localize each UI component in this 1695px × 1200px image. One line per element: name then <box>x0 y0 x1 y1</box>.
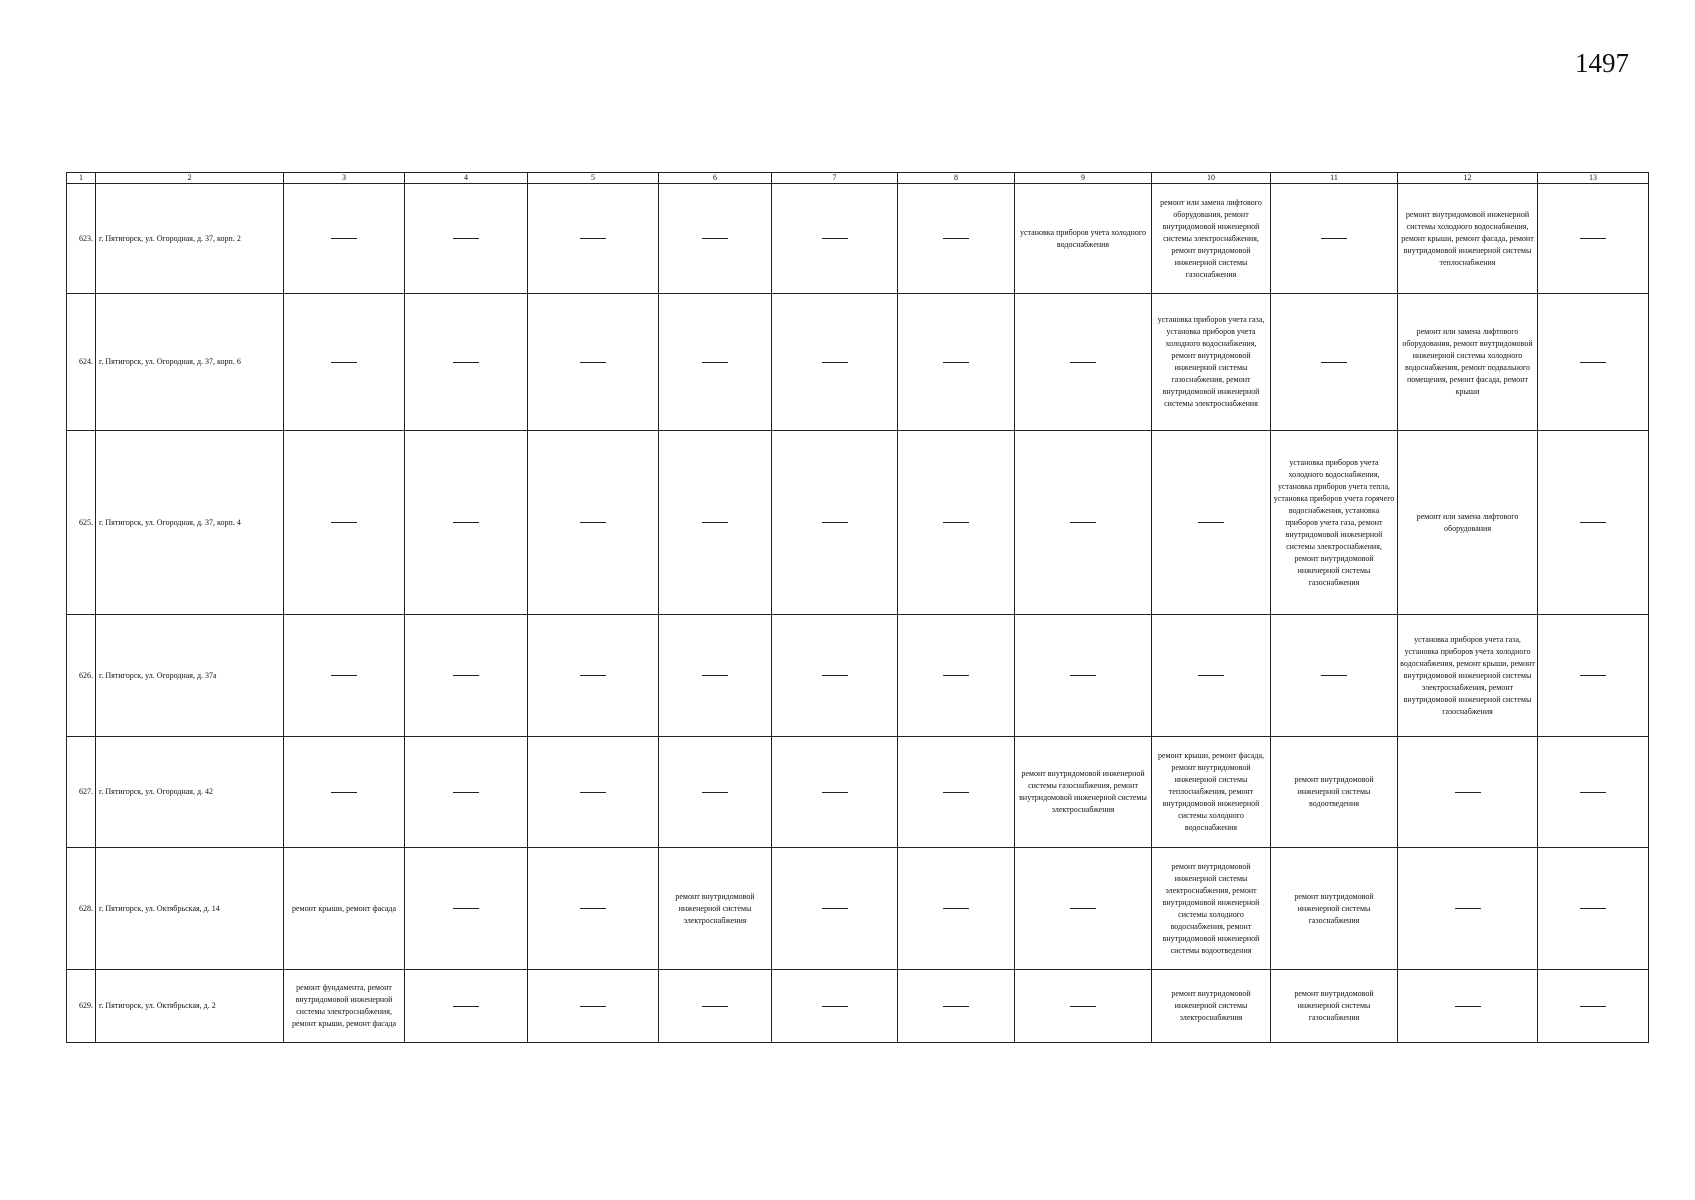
empty-cell <box>898 615 1015 737</box>
empty-cell <box>772 431 898 615</box>
row-number: 626. <box>67 615 96 737</box>
dash-mark <box>580 238 606 239</box>
empty-cell <box>405 848 528 970</box>
empty-cell <box>1538 737 1649 848</box>
empty-cell <box>284 294 405 431</box>
dash-mark <box>331 522 357 523</box>
dash-mark <box>943 1006 969 1007</box>
empty-cell <box>1015 970 1152 1043</box>
work-description-cell: установка приборов учета газа, установка приборов учета холодного водоснабжения, ремонт внутридомовой инженерной системы газоснабжения, ремонт внутридомовой инженерной системы электроснабжения <box>1152 294 1271 431</box>
table-row <box>67 737 1649 848</box>
dash-mark <box>580 1006 606 1007</box>
address-cell: г. Пятигорск, ул. Октябрьская, д. 2 <box>96 970 284 1043</box>
work-description-cell: ремонт внутридомовой инженерной системы электроснабжения <box>659 848 772 970</box>
column-number-12: 12 <box>1398 173 1538 184</box>
table-row <box>67 184 1649 294</box>
empty-cell <box>659 737 772 848</box>
empty-cell <box>284 615 405 737</box>
work-description-cell: ремонт внутридомовой инженерной системы электроснабжения, ремонт внутридомовой инженерной системы холодного водоснабжения, ремонт внутридомовой инженерной системы водоотведения <box>1152 848 1271 970</box>
dash-mark <box>453 908 479 909</box>
column-number-row <box>67 173 1649 184</box>
empty-cell <box>284 737 405 848</box>
empty-cell <box>898 970 1015 1043</box>
empty-cell <box>405 294 528 431</box>
dash-mark <box>702 675 728 676</box>
empty-cell <box>405 431 528 615</box>
work-description-cell: ремонт или замена лифтового оборудования <box>1398 431 1538 615</box>
dash-mark <box>1198 675 1224 676</box>
empty-cell <box>659 970 772 1043</box>
empty-cell <box>1538 970 1649 1043</box>
dash-mark <box>1580 238 1606 239</box>
column-number-10: 10 <box>1152 173 1271 184</box>
dash-mark <box>1321 238 1347 239</box>
column-number-8: 8 <box>898 173 1015 184</box>
dash-mark <box>453 1006 479 1007</box>
dash-mark <box>1070 1006 1096 1007</box>
empty-cell <box>528 970 659 1043</box>
empty-cell <box>528 184 659 294</box>
empty-cell <box>898 294 1015 431</box>
column-number-1: 1 <box>67 173 96 184</box>
empty-cell <box>1538 431 1649 615</box>
dash-mark <box>702 522 728 523</box>
dash-mark <box>822 908 848 909</box>
dash-mark <box>1455 908 1481 909</box>
empty-cell <box>898 184 1015 294</box>
empty-cell <box>284 431 405 615</box>
table-row <box>67 431 1649 615</box>
empty-cell <box>1538 615 1649 737</box>
dash-mark <box>453 362 479 363</box>
empty-cell <box>1271 184 1398 294</box>
address-cell: г. Пятигорск, ул. Октябрьская, д. 14 <box>96 848 284 970</box>
dash-mark <box>1580 792 1606 793</box>
work-description-cell: ремонт внутридомовой инженерной системы газоснабжения <box>1271 848 1398 970</box>
page-number: 1497 <box>1575 48 1629 78</box>
dash-mark <box>702 1006 728 1007</box>
empty-cell <box>1271 294 1398 431</box>
dash-mark <box>1455 1006 1481 1007</box>
empty-cell <box>1015 431 1152 615</box>
empty-cell <box>1015 294 1152 431</box>
dash-mark <box>331 238 357 239</box>
row-number: 629. <box>67 970 96 1043</box>
empty-cell <box>1398 848 1538 970</box>
dash-mark <box>702 792 728 793</box>
column-number-13: 13 <box>1538 173 1649 184</box>
address-cell: г. Пятигорск, ул. Огородная, д. 37, корп. 4 <box>96 431 284 615</box>
work-description-cell: ремонт или замена лифтового оборудования, ремонт внутридомовой инженерной системы холодного водоснабжения, ремонт подвального помещения, ремонт фасада, ремонт крыши <box>1398 294 1538 431</box>
empty-cell <box>1152 615 1271 737</box>
dash-mark <box>1580 522 1606 523</box>
empty-cell <box>659 431 772 615</box>
work-description-cell: ремонт внутридомовой инженерной системы электроснабжения <box>1152 970 1271 1043</box>
empty-cell <box>1398 970 1538 1043</box>
dash-mark <box>943 238 969 239</box>
empty-cell <box>1538 848 1649 970</box>
work-description-cell: установка приборов учета газа, установка приборов учета холодного водоснабжения, ремонт крыши, ремонт внутридомовой инженерной системы электроснабжения, ремонт внутридомовой инженерной системы газоснабжения <box>1398 615 1538 737</box>
dash-mark <box>1070 675 1096 676</box>
dash-mark <box>1070 908 1096 909</box>
empty-cell <box>772 737 898 848</box>
empty-cell <box>405 615 528 737</box>
dash-mark <box>580 362 606 363</box>
empty-cell <box>1271 615 1398 737</box>
work-description-cell: ремонт внутридомовой инженерной системы газоснабжения, ремонт внутридомовой инженерной системы электроснабжения <box>1015 737 1152 848</box>
dash-mark <box>453 238 479 239</box>
dash-mark <box>1198 522 1224 523</box>
address-cell: г. Пятигорск, ул. Огородная, д. 37а <box>96 615 284 737</box>
column-number-7: 7 <box>772 173 898 184</box>
work-description-cell: установка приборов учета холодного водоснабжения, установка приборов учета тепла, установка приборов учета горячего водоснабжения, установка приборов учета газа, ремонт внутридомовой инженерной системы электроснабжения, ремонт внутридомовой инженерной системы газоснабжения <box>1271 431 1398 615</box>
empty-cell <box>772 848 898 970</box>
work-description-cell: ремонт крыши, ремонт фасада <box>284 848 405 970</box>
dash-mark <box>1580 1006 1606 1007</box>
empty-cell <box>1015 848 1152 970</box>
empty-cell <box>405 184 528 294</box>
dash-mark <box>943 522 969 523</box>
dash-mark <box>1321 362 1347 363</box>
empty-cell <box>405 970 528 1043</box>
empty-cell <box>284 184 405 294</box>
empty-cell <box>898 848 1015 970</box>
row-number: 628. <box>67 848 96 970</box>
work-description-cell: ремонт внутридомовой инженерной системы холодного водоснабжения, ремонт крыши, ремонт фасада, ремонт внутридомовой инженерной системы теплоснабжения <box>1398 184 1538 294</box>
empty-cell <box>528 848 659 970</box>
dash-mark <box>1070 362 1096 363</box>
work-description-cell: ремонт внутридомовой инженерной системы водоотведения <box>1271 737 1398 848</box>
work-description-cell: установка приборов учета холодного водоснабжения <box>1015 184 1152 294</box>
empty-cell <box>405 737 528 848</box>
address-cell: г. Пятигорск, ул. Огородная, д. 42 <box>96 737 284 848</box>
dash-mark <box>943 675 969 676</box>
dash-mark <box>943 362 969 363</box>
work-description-cell: ремонт внутридомовой инженерной системы газоснабжения <box>1271 970 1398 1043</box>
dash-mark <box>580 522 606 523</box>
column-number-4: 4 <box>405 173 528 184</box>
work-description-cell: ремонт фундамента, ремонт внутридомовой инженерной системы электроснабжения, ремонт крыши, ремонт фасада <box>284 970 405 1043</box>
work-description-cell: ремонт или замена лифтового оборудования, ремонт внутридомовой инженерной системы электроснабжения, ремонт внутридомовой инженерной системы газоснабжения <box>1152 184 1271 294</box>
empty-cell <box>772 184 898 294</box>
table-row <box>67 615 1649 737</box>
empty-cell <box>1015 615 1152 737</box>
dash-mark <box>1321 675 1347 676</box>
row-number: 624. <box>67 294 96 431</box>
dash-mark <box>702 238 728 239</box>
dash-mark <box>702 362 728 363</box>
empty-cell <box>659 294 772 431</box>
column-number-6: 6 <box>659 173 772 184</box>
dash-mark <box>331 362 357 363</box>
dash-mark <box>1580 362 1606 363</box>
table-row <box>67 970 1649 1043</box>
table-row <box>67 294 1649 431</box>
dash-mark <box>822 675 848 676</box>
dash-mark <box>822 522 848 523</box>
dash-mark <box>580 908 606 909</box>
empty-cell <box>528 431 659 615</box>
empty-cell <box>898 431 1015 615</box>
empty-cell <box>1398 737 1538 848</box>
dash-mark <box>1455 792 1481 793</box>
dash-mark <box>822 362 848 363</box>
dash-mark <box>822 792 848 793</box>
dash-mark <box>822 1006 848 1007</box>
empty-cell <box>772 615 898 737</box>
dash-mark <box>580 675 606 676</box>
dash-mark <box>331 675 357 676</box>
column-number-11: 11 <box>1271 173 1398 184</box>
dash-mark <box>822 238 848 239</box>
row-number: 627. <box>67 737 96 848</box>
empty-cell <box>772 294 898 431</box>
dash-mark <box>580 792 606 793</box>
empty-cell <box>659 184 772 294</box>
empty-cell <box>528 294 659 431</box>
empty-cell <box>528 615 659 737</box>
dash-mark <box>1580 675 1606 676</box>
empty-cell <box>898 737 1015 848</box>
column-number-9: 9 <box>1015 173 1152 184</box>
empty-cell <box>659 615 772 737</box>
repair-schedule-table <box>66 172 1649 1043</box>
empty-cell <box>528 737 659 848</box>
dash-mark <box>943 908 969 909</box>
address-cell: г. Пятигорск, ул. Огородная, д. 37, корп. 6 <box>96 294 284 431</box>
row-number: 625. <box>67 431 96 615</box>
empty-cell <box>1538 294 1649 431</box>
dash-mark <box>453 675 479 676</box>
dash-mark <box>1070 522 1096 523</box>
table-row <box>67 848 1649 970</box>
dash-mark <box>1580 908 1606 909</box>
row-number: 623. <box>67 184 96 294</box>
dash-mark <box>453 522 479 523</box>
column-number-5: 5 <box>528 173 659 184</box>
empty-cell <box>772 970 898 1043</box>
empty-cell <box>1152 431 1271 615</box>
empty-cell <box>1538 184 1649 294</box>
dash-mark <box>331 792 357 793</box>
dash-mark <box>453 792 479 793</box>
dash-mark <box>943 792 969 793</box>
work-description-cell: ремонт крыши, ремонт фасада, ремонт внутридомовой инженерной системы теплоснабжения, ремонт внутридомовой инженерной системы холодного водоснабжения <box>1152 737 1271 848</box>
column-number-3: 3 <box>284 173 405 184</box>
column-number-2: 2 <box>96 173 284 184</box>
address-cell: г. Пятигорск, ул. Огородная, д. 37, корп. 2 <box>96 184 284 294</box>
